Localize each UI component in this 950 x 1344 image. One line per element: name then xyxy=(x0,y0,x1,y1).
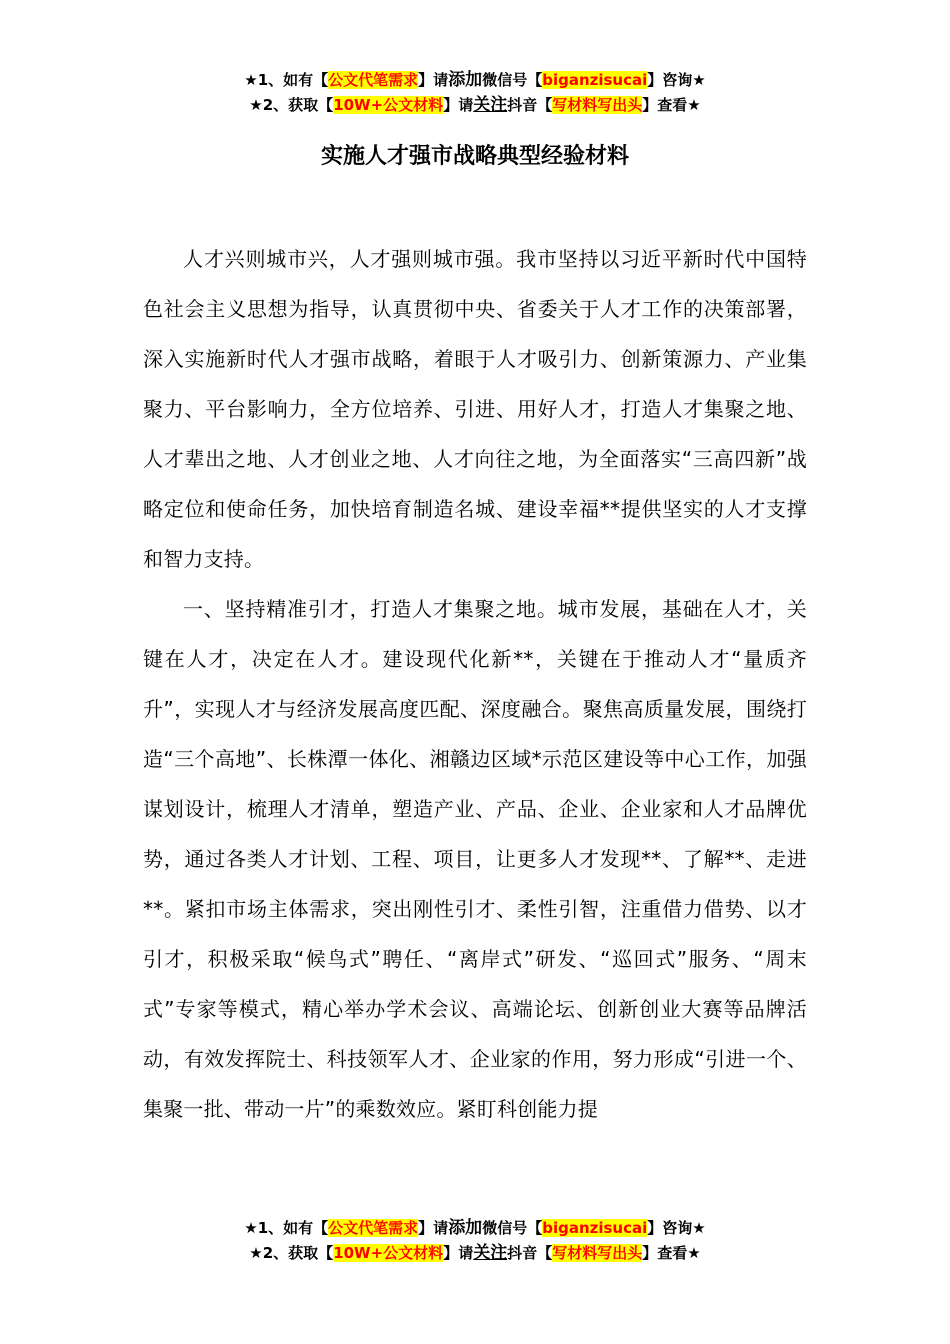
promo-douyin-account: 写材料写出头 xyxy=(552,96,643,114)
promo-text: 】请 xyxy=(443,96,474,114)
document-body xyxy=(143,234,807,1134)
promo-text: 抖音【 xyxy=(507,1244,553,1262)
promo-emphasis: 关注 xyxy=(473,95,508,115)
promo-highlight: 公文代笔需求 xyxy=(328,71,419,89)
promo-emphasis: 添加 xyxy=(448,70,483,90)
document-title: 实施人才强市战略典型经验材料 xyxy=(320,144,629,169)
promo-line-1 xyxy=(0,68,950,93)
paragraph-section-1: 一、坚持精准引才，打造人才集聚之地。城市发展，基础在人才，关键在人才，决定在人才。建设现代化新**，关键在于推动人才“量质齐升”，实现人才与经济发展高度匹配、深度融合。聚焦高质量发展，围绕打造“三个高地”、长株潭一体化、湘赣边区域*示范区建设等中心工作，加强谋划设计，梳理人才清单，塑造产业、产品、企业、企业家和人才品牌优势，通过各类人才计划、工程、项目，让更多人才发现**、了解**、走进**。紧扣市场主体需求，突出刚性引才、柔性引智，注重借力借势、以才引才，积极采取“候鸟式”聘任、“离岸式”研发、“巡回式”服务、“周末式”专家等模式，精心举办学术会议、高端论坛、创新创业大赛等品牌活动，有效发挥院士、科技领军人才、企业家的作用，努力形成“引进一个、集聚一批、带动一片”的乘数效应。紧盯科创能力提 xyxy=(143,597,807,1121)
promo-banner-top xyxy=(0,68,950,118)
promo-line-1 xyxy=(0,1216,950,1241)
promo-text: ★1、如有【 xyxy=(244,1219,329,1237)
promo-highlight: 10W+公文材料 xyxy=(333,1244,444,1262)
promo-text: ★2、获取【 xyxy=(249,1244,334,1262)
promo-text: 】请 xyxy=(443,1244,474,1262)
promo-text: ★1、如有【 xyxy=(244,71,329,89)
promo-text: ★2、获取【 xyxy=(249,96,334,114)
promo-text: 微信号【 xyxy=(482,71,543,89)
paragraph-intro: 人才兴则城市兴，人才强则城市强。我市坚持以习近平新时代中国特色社会主义思想为指导，认真贯彻中央、省委关于人才工作的决策部署，深入实施新时代人才强市战略，着眼于人才吸引力、创新策源力、产业集聚力、平台影响力，全方位培养、引进、用好人才，打造人才集聚之地、人才辈出之地、人才创业之地、人才向往之地，为全面落实“三高四新”战略定位和使命任务，加快培育制造名城、建设幸福**提供坚实的人才支撑和智力支持。 xyxy=(143,247,807,571)
promo-wechat-id: biganzisucai xyxy=(542,1219,648,1237)
promo-text: 】查看★ xyxy=(642,1244,701,1262)
promo-banner-bottom xyxy=(0,1216,950,1266)
promo-text: 】请 xyxy=(418,71,449,89)
promo-line-2 xyxy=(0,93,950,118)
promo-text: 抖音【 xyxy=(507,96,553,114)
promo-highlight: 10W+公文材料 xyxy=(333,96,444,114)
promo-emphasis: 关注 xyxy=(473,1243,508,1263)
promo-text: 微信号【 xyxy=(482,1219,543,1237)
promo-wechat-id: biganzisucai xyxy=(542,71,648,89)
promo-highlight: 公文代笔需求 xyxy=(328,1219,419,1237)
promo-text: 】咨询★ xyxy=(647,71,706,89)
promo-text: 】请 xyxy=(418,1219,449,1237)
promo-line-2 xyxy=(0,1241,950,1266)
promo-text: 】咨询★ xyxy=(647,1219,706,1237)
promo-douyin-account: 写材料写出头 xyxy=(552,1244,643,1262)
promo-text: 】查看★ xyxy=(642,96,701,114)
promo-emphasis: 添加 xyxy=(448,1218,483,1238)
